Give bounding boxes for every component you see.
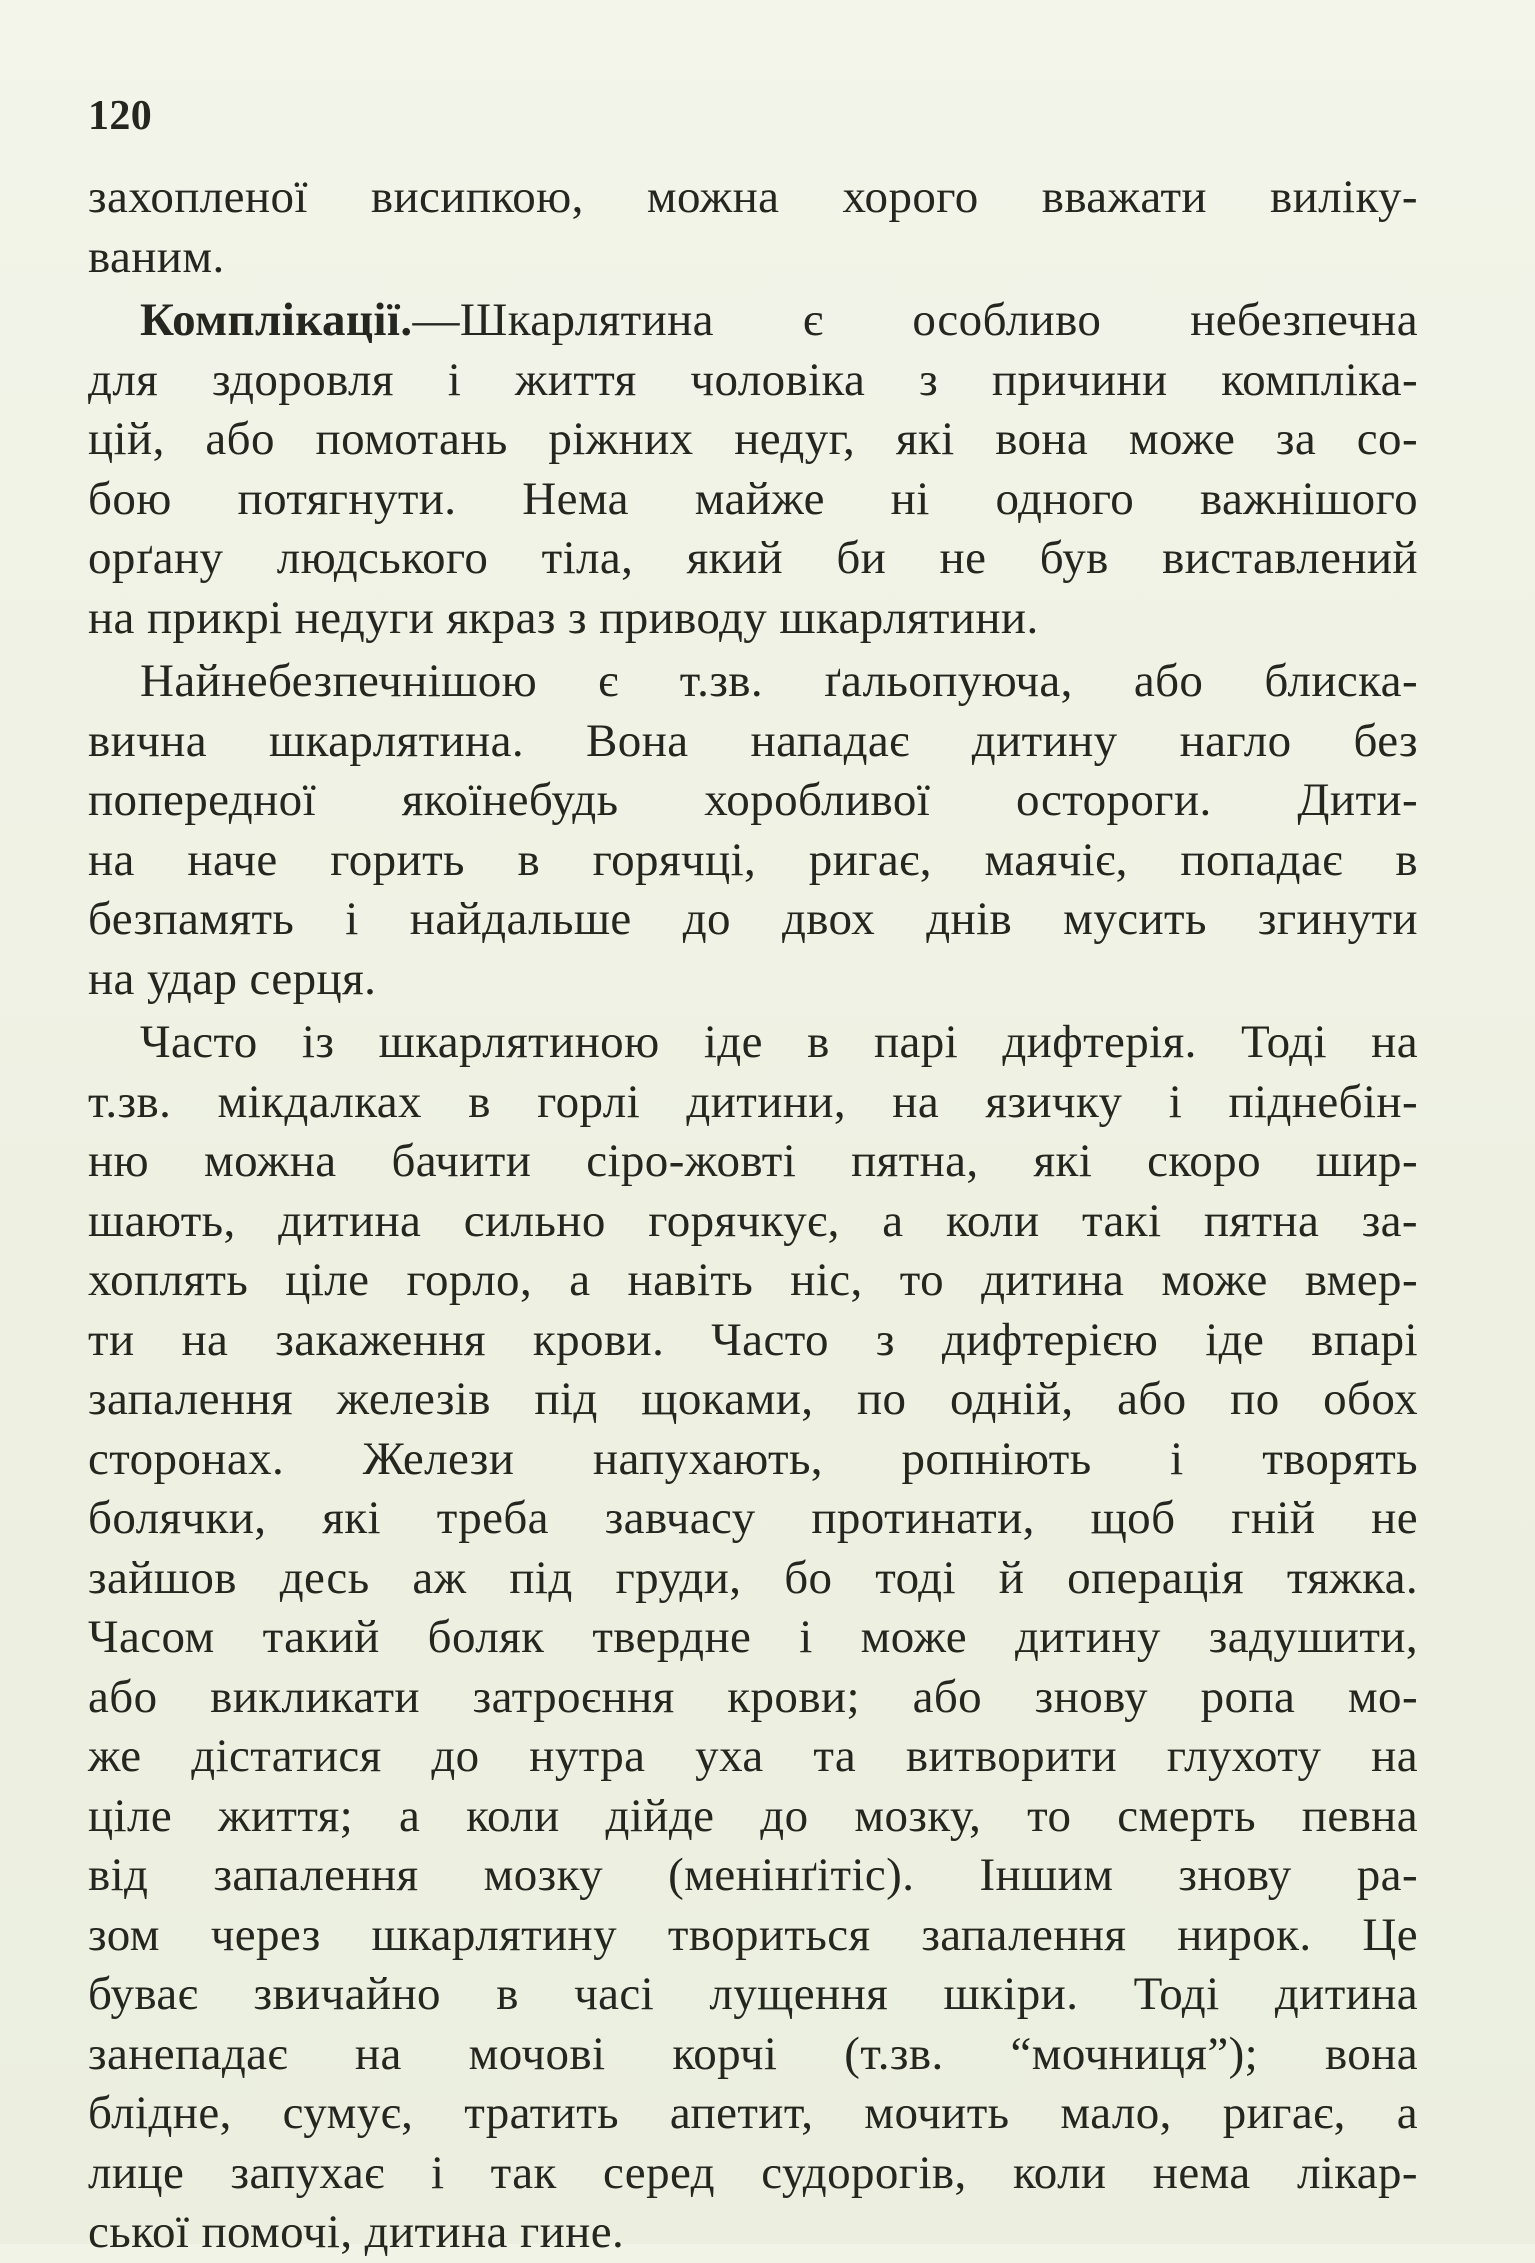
- text-line: Часом такий боляк твердне і може дитину задушити,: [88, 1611, 1418, 1663]
- text-line: захопленої висипкою, можна хорого вважати виліку-: [88, 171, 1418, 223]
- text-line: цій, або помотань ріжних недуг, які вона може за со-: [88, 413, 1418, 465]
- text-line: лице запухає і так серед судорогів, коли нема лікар-: [88, 2146, 1418, 2199]
- text-line: на прикрі недуги якраз з приводу шкарлятини.: [88, 591, 1039, 644]
- text-line: попередної якоїнебудь хоробливої осторoги. Дити-: [88, 774, 1418, 826]
- text-line: для здоровля і життя чоловіка з причини компліка-: [88, 353, 1418, 406]
- text-line: ціле життя; а коли дійде до мозку, то смерть певна: [88, 1789, 1418, 1842]
- text-line: сторонах. Желези напухають, ропніють і творять: [88, 1432, 1418, 1485]
- text-line: буває звичайно в часі лущення шкіри. Тоді дитина: [88, 1968, 1418, 2020]
- text-line: болячки, які треба завчасу протинати, щоб гній не: [88, 1492, 1418, 1544]
- page-body: [88, 168, 1418, 2263]
- page-number: 120: [88, 93, 153, 139]
- text-line: хоплять ціле горло, а навіть ніс, то дитина може вмер-: [88, 1254, 1418, 1306]
- text-line: блідне, сумує, тратить апетит, мочить мало, ригає, а: [88, 2087, 1418, 2139]
- text-line: ню можна бачити сіро-жовті пятна, які скоро шир-: [88, 1135, 1418, 1187]
- text-line: Найнебезпечнішою є т.зв. ґальопуюча, або блиска-: [140, 655, 1418, 707]
- text-line: орґану людського тіла, який би не був виставлений: [88, 532, 1418, 584]
- text-line: Часто із шкарлятиною іде в парі дифтерія. Тоді на: [140, 1016, 1418, 1068]
- section-heading: Комплікації.: [140, 294, 413, 346]
- text-line: ваним.: [88, 230, 225, 283]
- text-line: запалення железів під щоками, по одній, або по обох: [88, 1373, 1418, 1425]
- heading-continuation: —Шкарлятина є особливо небезпечна: [412, 294, 1418, 346]
- text-line: бою потягнути. Нема майже ні одного важнішого: [88, 472, 1418, 525]
- text-line: ської помочі, дитина гине.: [88, 2206, 625, 2258]
- text-line: зом через шкарлятину твориться запалення нирок. Це: [88, 1908, 1418, 1961]
- text-line: вична шкарлятина. Вона нападає дитину нагло без: [88, 714, 1418, 767]
- text-line: шають, дитина сильно горячкує, а коли такі пятна за-: [88, 1194, 1418, 1247]
- text-line: або викликати затроєння крови; або знову ропа мо-: [88, 1670, 1418, 1723]
- text-line: т.зв. мікдалках в горлі дитини, на язичку і піднебін-: [88, 1075, 1418, 1128]
- text-line: безпамять і найдальше до двох днів мусить згинути: [88, 893, 1418, 945]
- text-line: на наче горить в горячці, ригає, маячіє, попадає в: [88, 833, 1418, 886]
- text-line: ти на закаження крови. Часто з дифтерією іде впарі: [88, 1313, 1418, 1366]
- text-line: занепадає на мочові корчі (т.зв. “мочниця”); вона: [88, 2027, 1418, 2080]
- text-line: від запалення мозку (менінґітіс). Іншим знову ра-: [88, 1849, 1418, 1901]
- text-line: на удар серця.: [88, 952, 377, 1005]
- text-line: же дістатися до нутра уха та витворити глухоту на: [88, 1730, 1418, 1782]
- text-line: [88, 291, 1418, 351]
- text-line: зайшов десь аж під груди, бо тоді й операція тяжка.: [88, 1551, 1418, 1604]
